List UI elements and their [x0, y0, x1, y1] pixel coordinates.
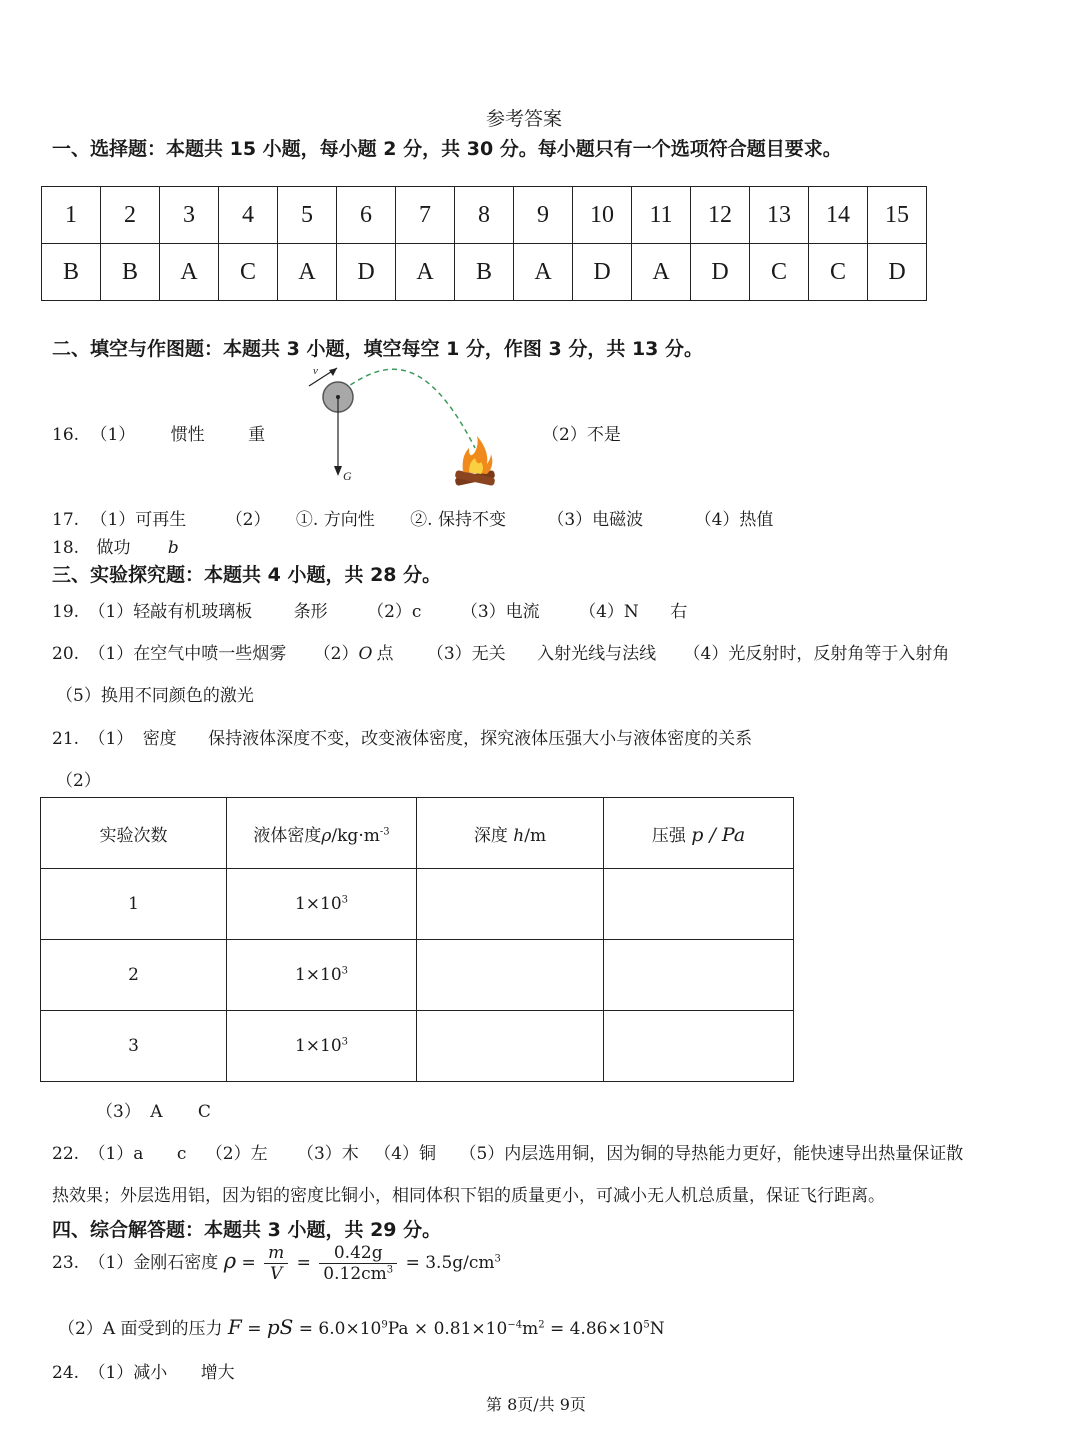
pressure-cell	[604, 1011, 794, 1082]
q23-v1: = 6.0×10	[298, 1319, 382, 1339]
answer-cell: B	[42, 244, 101, 301]
q19-part2: （2）c	[367, 602, 422, 622]
q24-number: 24.	[52, 1363, 80, 1383]
q23-m: m	[264, 1243, 288, 1264]
q23-result: = 3.5g/cm	[405, 1253, 495, 1273]
header-pressure-symbol: p / Pa	[691, 823, 746, 846]
answer-table-answers-row	[42, 244, 927, 301]
q19-part3: （3）电流	[460, 602, 540, 622]
q23-fraction-values	[319, 1243, 397, 1284]
section2-heading: 二、填空与作图题：本题共 3 小题，填空每空 1 分，作图 3 分，共 13 分。	[52, 338, 704, 360]
answer-cell: D	[691, 244, 750, 301]
question-number-cell: 4	[219, 187, 278, 244]
q23-v3: m	[522, 1319, 539, 1339]
answer-cell: A	[514, 244, 573, 301]
q21-number: 21.	[52, 729, 80, 749]
q20-part1: （1）在空气中喷一些烟雾	[88, 644, 287, 664]
q23-v4: = 4.86×10	[549, 1319, 644, 1339]
q24-part1b: 增大	[200, 1363, 235, 1383]
q20-part4: （4）光反射时，反射角等于入射角	[683, 644, 950, 664]
q22-line	[52, 1139, 963, 1164]
question-number-cell: 10	[573, 187, 632, 244]
q19-part4: （4）N	[579, 602, 639, 622]
trial-number: 2	[41, 940, 227, 1011]
question-number-cell: 3	[160, 187, 219, 244]
q16-number: 16.	[52, 425, 80, 445]
q24-line	[52, 1358, 235, 1383]
q21-part1a: 密度	[142, 729, 177, 749]
header-depth	[417, 798, 604, 869]
answer-cell: A	[632, 244, 691, 301]
table-row	[41, 1011, 794, 1082]
q23-e3: 2	[538, 1319, 545, 1331]
q16-part1: （1）	[90, 425, 136, 445]
q23-v5: N	[649, 1319, 665, 1339]
answer-cell: A	[160, 244, 219, 301]
q23-eq1: =	[241, 1253, 256, 1273]
question-number-cell: 1	[42, 187, 101, 244]
q23-fraction-mv	[264, 1243, 288, 1284]
q18-number: 18.	[52, 538, 80, 558]
campfire-icon	[455, 436, 496, 486]
question-number-cell: 12	[691, 187, 750, 244]
header-depth-symbol: h	[513, 825, 525, 846]
depth-cell	[417, 940, 604, 1011]
q17-part1: （1）可再生	[90, 510, 187, 530]
q23-eq3: =	[247, 1319, 262, 1339]
q23-F: F	[227, 1315, 242, 1339]
q23-part2: （2）A 面受到的压力	[58, 1319, 223, 1339]
header-depth-unit: /m	[524, 825, 547, 846]
q18-line	[52, 533, 179, 558]
q21-part3a: A	[150, 1102, 163, 1122]
q21-part3: （3）	[96, 1102, 141, 1122]
q22-part3: （3）木	[296, 1144, 359, 1164]
density-exp: 3	[341, 894, 349, 906]
question-number-cell: 9	[514, 187, 573, 244]
q17-part3: （3）电磁波	[547, 510, 644, 530]
q23-e1: 9	[381, 1319, 388, 1331]
q22-part2: （2）左	[205, 1144, 268, 1164]
q23-volume-exp: 3	[386, 1264, 394, 1276]
q23-rho: ρ	[223, 1249, 237, 1273]
q20-part5: （5）换用不同颜色的激光	[56, 686, 254, 706]
header-trial: 实验次数	[41, 798, 227, 869]
header-density-label: 液体密度	[253, 825, 322, 846]
answer-cell: D	[868, 244, 927, 301]
q23-volume-base: 0.12cm	[323, 1264, 387, 1284]
trial-number: 1	[41, 869, 227, 940]
header-pressure-label: 压强	[651, 825, 692, 846]
q18-answer-2: b	[167, 538, 179, 558]
q23-V: V	[270, 1264, 283, 1284]
question-number-cell: 2	[101, 187, 160, 244]
q16-line	[52, 420, 265, 445]
table-row	[41, 869, 794, 940]
section4-heading: 四、综合解答题：本题共 3 小题，共 29 分。	[52, 1219, 442, 1241]
q23-e4: 5	[643, 1319, 650, 1331]
section1-heading: 一、选择题：本题共 15 小题，每小题 2 分，共 30 分。每小题只有一个选项符合题目要求。	[52, 138, 842, 160]
q22-part1: （1）a	[88, 1144, 144, 1164]
q23-mass-value: 0.42g	[319, 1243, 397, 1264]
q19-line	[52, 597, 687, 622]
q22-part5: （5）内层选用铜，因为铜的导热能力更好，能快速导出热量保证散	[459, 1144, 964, 1164]
q16-answer-2: 重	[248, 425, 266, 445]
trajectory-diagram	[295, 360, 515, 500]
q21-part1b: 保持液体深度不变，改变液体密度，探究液体压强大小与液体密度的关系	[208, 729, 753, 749]
trajectory-path	[343, 369, 475, 448]
q23-e2: −4	[507, 1319, 523, 1331]
q21-line	[52, 724, 752, 749]
q20-part2-var: O	[358, 644, 373, 664]
section3-heading: 三、实验探究题：本题共 4 小题，共 28 分。	[52, 564, 442, 586]
answer-table	[41, 186, 927, 301]
gravity-label: G	[343, 469, 352, 483]
page-footer: 第 8页/共 9页	[486, 1395, 586, 1414]
question-number-cell: 11	[632, 187, 691, 244]
density-value	[227, 869, 417, 940]
answer-cell: C	[219, 244, 278, 301]
q21-part3-line	[96, 1097, 211, 1122]
answer-table-numbers-row	[42, 187, 927, 244]
question-number-cell: 15	[868, 187, 927, 244]
q17-part2a: ①. 方向性	[295, 510, 375, 530]
q23-line2	[58, 1314, 665, 1339]
q20-part3: （3）无关	[426, 644, 506, 664]
q16-part2: （2）不是	[542, 425, 621, 445]
velocity-label: v	[313, 365, 318, 377]
table-row	[41, 940, 794, 1011]
q23-line1	[52, 1243, 501, 1284]
q22-number: 22.	[52, 1144, 80, 1164]
q23-p: p	[266, 1315, 280, 1339]
answer-cell: C	[809, 244, 868, 301]
q17-line	[52, 505, 773, 530]
density-value	[227, 1011, 417, 1082]
density-base: 1×10	[294, 1036, 342, 1056]
answer-cell: B	[101, 244, 160, 301]
q23-v2: Pa × 0.81×10	[387, 1319, 508, 1339]
q17-part2b: ②. 保持不变	[410, 510, 506, 530]
question-number-cell: 6	[337, 187, 396, 244]
density-exp: 3	[341, 965, 349, 977]
q20-number: 20.	[52, 644, 80, 664]
trial-number: 3	[41, 1011, 227, 1082]
pressure-cell	[604, 940, 794, 1011]
header-density-symbol: ρ	[321, 825, 332, 846]
answer-cell: B	[455, 244, 514, 301]
q17-part4: （4）热值	[694, 510, 774, 530]
question-number-cell: 5	[278, 187, 337, 244]
q23-result-exp: 3	[494, 1253, 501, 1265]
q19-part1: （1）轻敲有机玻璃板	[88, 602, 253, 622]
q23-volume-value	[319, 1264, 397, 1284]
q23-part1: （1）金刚石密度	[88, 1253, 219, 1273]
header-density-exp: -3	[379, 825, 390, 837]
q22-part1b: c	[176, 1144, 187, 1164]
header-density	[227, 798, 417, 869]
page-title: 参考答案	[486, 108, 563, 130]
question-number-cell: 8	[455, 187, 514, 244]
answer-cell: D	[337, 244, 396, 301]
answer-cell: A	[278, 244, 337, 301]
q24-part1: （1）减小	[88, 1363, 168, 1383]
question-number-cell: 7	[396, 187, 455, 244]
q18-answer-1: 做功	[96, 538, 131, 558]
q22-part4: （4）铜	[374, 1144, 437, 1164]
answer-cell: A	[396, 244, 455, 301]
q20-line	[52, 639, 949, 664]
density-base: 1×10	[294, 894, 342, 914]
header-density-unit: /kg·m	[331, 825, 380, 846]
q17-number: 17.	[52, 510, 80, 530]
density-exp: 3	[341, 1036, 349, 1048]
answer-cell: C	[750, 244, 809, 301]
q17-part2: （2）	[225, 510, 271, 530]
q23-number: 23.	[52, 1253, 80, 1273]
q19-number: 19.	[52, 602, 80, 622]
header-pressure	[604, 798, 794, 869]
q23-eq2: =	[296, 1253, 311, 1273]
header-depth-label: 深度	[473, 825, 514, 846]
q21-part1: （1）	[88, 729, 134, 749]
q16-answer-1: 惯性	[170, 425, 205, 445]
q22-part5-cont: 热效果；外层选用铝，因为铝的密度比铜小，相同体积下铝的质量更小，可减小无人机总质量，保证飞行距离。	[52, 1186, 885, 1206]
question-number-cell: 13	[750, 187, 809, 244]
experiment-table	[40, 797, 794, 1082]
experiment-table-header	[41, 798, 794, 869]
depth-cell	[417, 869, 604, 940]
q23-S: S	[279, 1315, 294, 1339]
q21-part3b: C	[197, 1102, 211, 1122]
q20-part2: （2）	[313, 644, 359, 664]
density-value	[227, 940, 417, 1011]
depth-cell	[417, 1011, 604, 1082]
question-number-cell: 14	[809, 187, 868, 244]
answer-cell: D	[573, 244, 632, 301]
q19-part1b: 条形	[293, 602, 328, 622]
pressure-cell	[604, 869, 794, 940]
q20-part2-unit: 点	[376, 644, 394, 664]
q19-part4b: 右	[670, 602, 688, 622]
q20-part3b: 入射光线与法线	[537, 644, 657, 664]
q21-part2: （2）	[56, 771, 101, 791]
density-base: 1×10	[294, 965, 342, 985]
